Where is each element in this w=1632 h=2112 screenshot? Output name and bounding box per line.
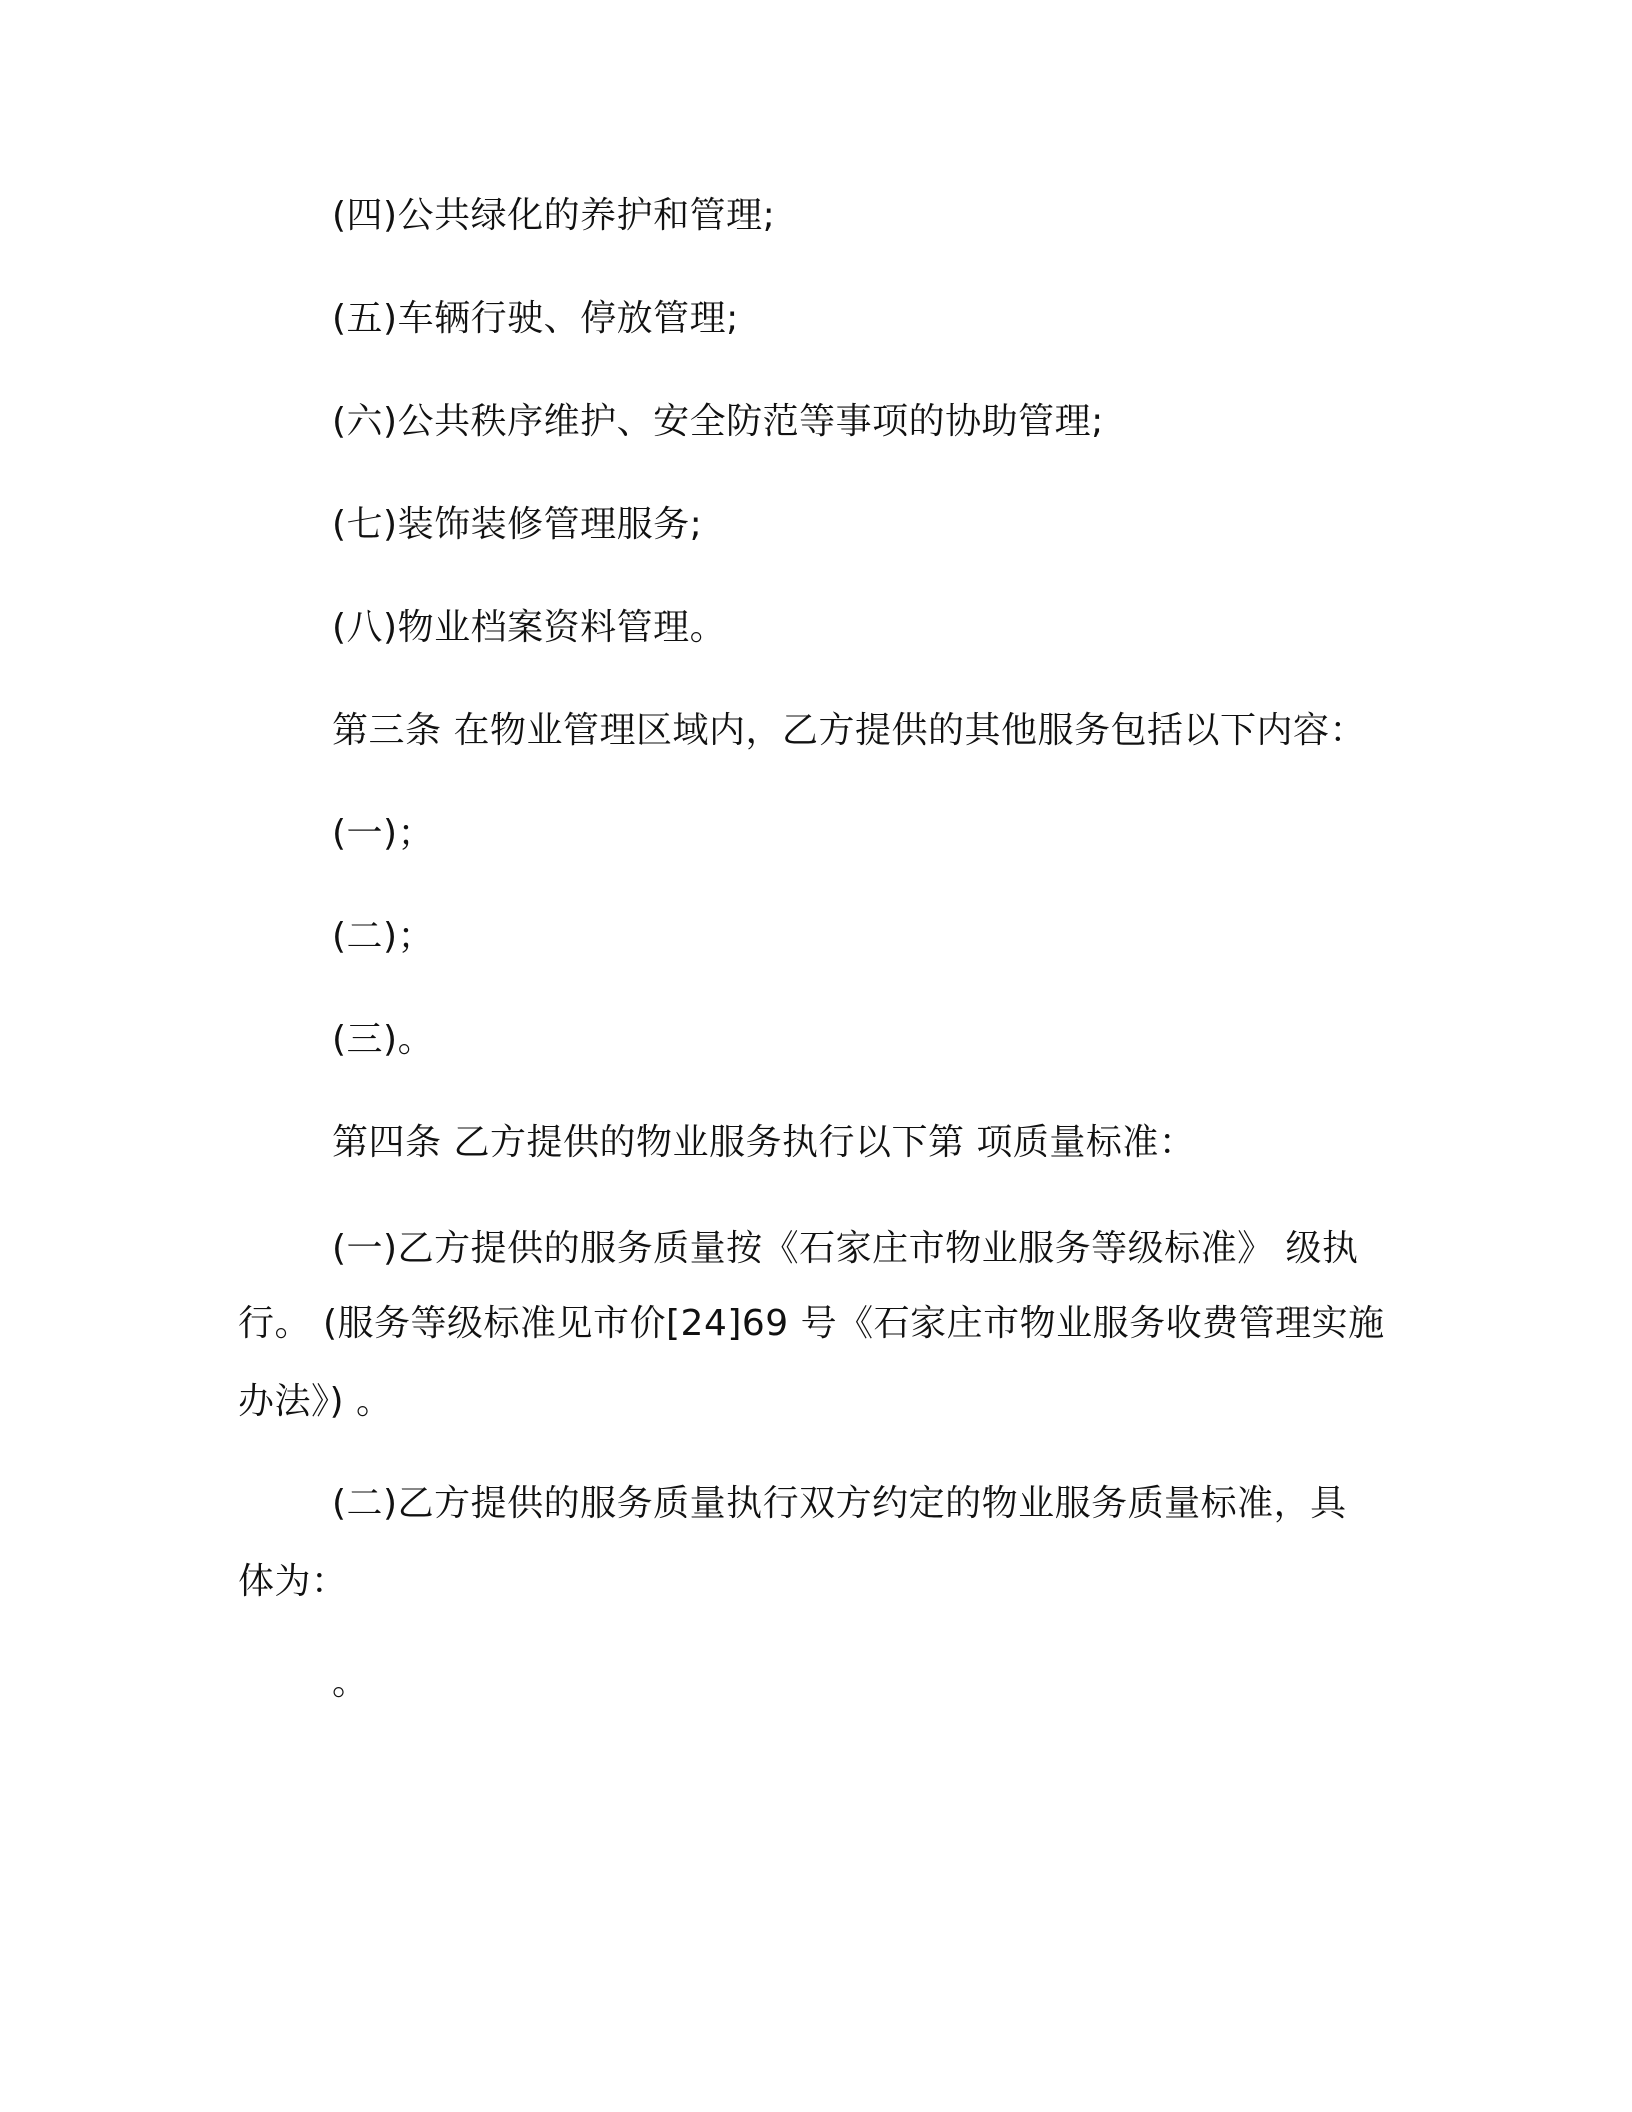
article-3-item-2: (二)； — [332, 916, 435, 957]
article-4-item-2-line-2: 体为： — [238, 1561, 348, 1602]
article-4-item-2-line-1: (二)乙方提供的服务质量执行双方约定的物业服务质量标准，具 — [332, 1483, 1347, 1524]
article-4-heading: 第四条 乙方提供的物业服务执行以下第 项质量标准： — [332, 1122, 1196, 1163]
article-4-item-2-blank: 。 — [332, 1662, 369, 1703]
article-4-item-1-line-1: (一)乙方提供的服务质量按《石家庄市物业服务等级标准》 级执 — [332, 1228, 1359, 1269]
article-4-item-1-line-3: 办法》) 。 — [238, 1381, 393, 1422]
item-8-archive-management: (八)物业档案资料管理。 — [332, 607, 727, 648]
item-4-public-greening: (四)公共绿化的养护和管理; — [332, 195, 776, 236]
article-3-item-1: (一)； — [332, 813, 435, 854]
article-3-heading: 第三条 在物业管理区域内，乙方提供的其他服务包括以下内容： — [332, 710, 1366, 751]
item-7-decoration-management: (七)装饰装修管理服务; — [332, 504, 703, 545]
item-6-public-order: (六)公共秩序维护、安全防范等事项的协助管理; — [332, 401, 1104, 442]
article-4-item-1-line-2: 行。 (服务等级标准见市价[24]69 号《石家庄市物业服务收费管理实施 — [238, 1303, 1385, 1344]
item-5-vehicle-management: (五)车辆行驶、停放管理; — [332, 298, 739, 339]
article-3-item-3: (三)。 — [332, 1019, 435, 1060]
